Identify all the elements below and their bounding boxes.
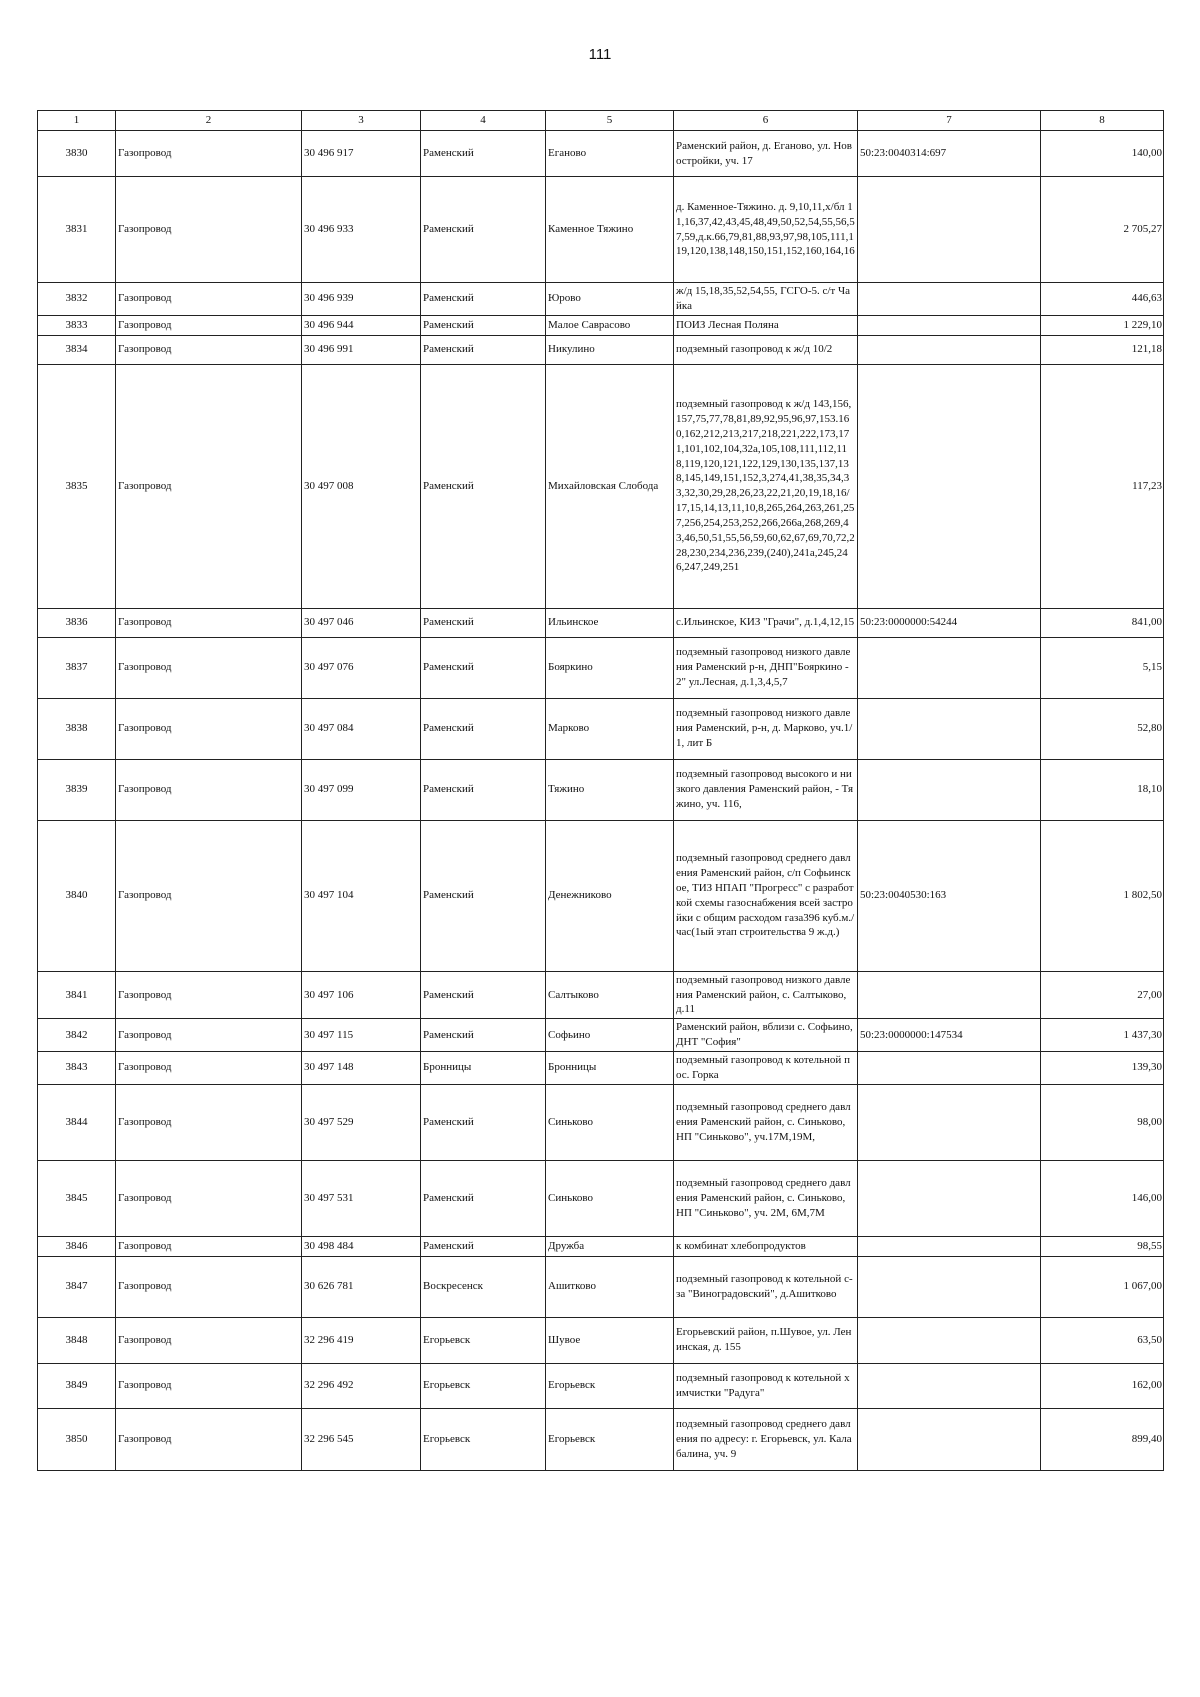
table-row (38, 1256, 1164, 1317)
cell-cadastral-number: 50:23:0040314:697 (858, 131, 1041, 177)
cell-address: Раменский район, д. Еганово, ул. Новостройки, уч. 17 (674, 131, 858, 177)
cell-address: ПОИЗ Лесная Поляна (674, 315, 858, 335)
table-row (38, 1051, 1164, 1084)
table-row (38, 971, 1164, 1019)
cell-municipality: Раменский (421, 698, 546, 759)
table-row (38, 335, 1164, 364)
cell-length: 98,00 (1041, 1084, 1164, 1160)
cell-locality: Денежниково (546, 820, 674, 971)
cell-inventory-number: 32 296 545 (302, 1408, 421, 1470)
cell-address: с.Ильинское, КИЗ "Грачи", д.1,4,12,15 (674, 608, 858, 637)
cell-address: подземный газопровод высокого и низкого давления Раменский район, - Тяжино, уч. 116, (674, 759, 858, 820)
cell-locality: Ильинское (546, 608, 674, 637)
cell-inventory-number: 30 496 917 (302, 131, 421, 177)
header-row (38, 111, 1164, 131)
header-col-3: 3 (302, 111, 421, 131)
cell-row-number: 3844 (38, 1084, 116, 1160)
cell-length: 162,00 (1041, 1363, 1164, 1408)
cell-cadastral-number (858, 698, 1041, 759)
cell-inventory-number: 30 496 933 (302, 177, 421, 283)
cell-municipality: Егорьевск (421, 1363, 546, 1408)
cell-locality: Ашитково (546, 1256, 674, 1317)
cell-cadastral-number: 50:23:0000000:147534 (858, 1019, 1041, 1052)
cell-address: подземный газопровод среднего давления по адресу: г. Егорьевск, ул. Калабалина, уч. 9 (674, 1408, 858, 1470)
cell-inventory-number: 32 296 419 (302, 1317, 421, 1363)
cell-object-name: Газопровод (116, 820, 302, 971)
cell-length: 117,23 (1041, 364, 1164, 608)
cell-address: д. Каменное-Тяжино. д. 9,10,11,х/бл 11,16,37,42,43,45,48,49,50,52,54,55,56,57,59,д.к.66,79,81,88,93,97,98,105,111,119,120,138,148,150,151,152,160,164,16 (674, 177, 858, 283)
cell-length: 63,50 (1041, 1317, 1164, 1363)
cell-address: Раменский район, вблизи с. Софьино, ДНТ "София" (674, 1019, 858, 1052)
cell-municipality: Раменский (421, 971, 546, 1019)
table-row (38, 1084, 1164, 1160)
cell-cadastral-number (858, 1084, 1041, 1160)
cell-length: 121,18 (1041, 335, 1164, 364)
cell-object-name: Газопровод (116, 1160, 302, 1236)
cell-municipality: Раменский (421, 283, 546, 316)
cell-cadastral-number (858, 637, 1041, 698)
cell-municipality: Раменский (421, 177, 546, 283)
table-row (38, 315, 1164, 335)
cell-municipality: Егорьевск (421, 1317, 546, 1363)
cell-locality: Марково (546, 698, 674, 759)
cell-locality: Юрово (546, 283, 674, 316)
cell-length: 139,30 (1041, 1051, 1164, 1084)
cell-locality: Дружба (546, 1236, 674, 1256)
cell-cadastral-number (858, 1408, 1041, 1470)
cell-locality: Еганово (546, 131, 674, 177)
cell-address: подземный газопровод к котельной пос. Горка (674, 1051, 858, 1084)
header-col-8: 8 (1041, 111, 1164, 131)
cell-row-number: 3835 (38, 364, 116, 608)
cell-cadastral-number (858, 364, 1041, 608)
cell-row-number: 3845 (38, 1160, 116, 1236)
cell-object-name: Газопровод (116, 283, 302, 316)
cell-object-name: Газопровод (116, 1236, 302, 1256)
table-row (38, 364, 1164, 608)
cell-object-name: Газопровод (116, 608, 302, 637)
cell-address: к комбинат хлебопродуктов (674, 1236, 858, 1256)
cell-length: 1 067,00 (1041, 1256, 1164, 1317)
cell-address: подземный газопровод низкого давления Раменский р-н, ДНП"Бояркино -2" ул.Лесная, д.1,3,4,5,7 (674, 637, 858, 698)
cell-length: 52,80 (1041, 698, 1164, 759)
cell-length: 1 802,50 (1041, 820, 1164, 971)
cell-municipality: Раменский (421, 1019, 546, 1052)
header-col-1: 1 (38, 111, 116, 131)
cell-address: ж/д 15,18,35,52,54,55, ГСГО-5. с/т Чайка (674, 283, 858, 316)
cell-row-number: 3848 (38, 1317, 116, 1363)
cell-row-number: 3831 (38, 177, 116, 283)
cell-object-name: Газопровод (116, 177, 302, 283)
cell-row-number: 3849 (38, 1363, 116, 1408)
cell-length: 146,00 (1041, 1160, 1164, 1236)
cell-cadastral-number (858, 1236, 1041, 1256)
table-row (38, 283, 1164, 316)
cell-inventory-number: 32 296 492 (302, 1363, 421, 1408)
cell-object-name: Газопровод (116, 1408, 302, 1470)
cell-address: подземный газопровод к ж/д 10/2 (674, 335, 858, 364)
table-row (38, 1236, 1164, 1256)
table-row (38, 1317, 1164, 1363)
cell-locality: Тяжино (546, 759, 674, 820)
cell-address: подземный газопровод к ж/д 143,156,157,75,77,78,81,89,92,95,96,97,153.160,162,212,213,217,218,221,222,173,171,101,102,104,32а,105,108,111,112,118,119,120,121,122,129,130,135,137,138,145,149,151,152,3,274,41,38,35,34,33,32,30,29,28,26,23,22,21,20,19,18,16/17,15,14,13,11,10,8,265,264,263,261,257,256,254,253,252,266,266а,268,269,43,46,50,51,55,56,59,60,62,67,69,70,72,228,230,234,236,239,(240),241а,245,246,247,249,251 (674, 364, 858, 608)
cell-locality: Каменное Тяжино (546, 177, 674, 283)
cell-cadastral-number (858, 971, 1041, 1019)
cell-locality: Егорьевск (546, 1363, 674, 1408)
cell-object-name: Газопровод (116, 1019, 302, 1052)
cell-row-number: 3840 (38, 820, 116, 971)
cell-object-name: Газопровод (116, 637, 302, 698)
table-row (38, 1408, 1164, 1470)
cell-object-name: Газопровод (116, 1084, 302, 1160)
cell-address: подземный газопровод к котельной с-за "Виноградовский", д.Ашитково (674, 1256, 858, 1317)
header-col-6: 6 (674, 111, 858, 131)
cell-inventory-number: 30 497 104 (302, 820, 421, 971)
cell-inventory-number: 30 497 115 (302, 1019, 421, 1052)
cell-municipality: Егорьевск (421, 1408, 546, 1470)
cell-locality: Малое Саврасово (546, 315, 674, 335)
cell-address: подземный газопровод среднего давления Раменский район, с/п Софьинское, ТИЗ НПАП "Прогресс" с разработкой схемы газоснабжения всей застройки с общим расходом газа396 куб.м./час(1ый этап строительства 9 ж.д.) (674, 820, 858, 971)
cell-row-number: 3832 (38, 283, 116, 316)
cell-object-name: Газопровод (116, 335, 302, 364)
cell-row-number: 3830 (38, 131, 116, 177)
table-row (38, 637, 1164, 698)
cell-inventory-number: 30 497 531 (302, 1160, 421, 1236)
cell-row-number: 3846 (38, 1236, 116, 1256)
cell-row-number: 3839 (38, 759, 116, 820)
cell-inventory-number: 30 497 148 (302, 1051, 421, 1084)
table-row (38, 177, 1164, 283)
cell-length: 1 437,30 (1041, 1019, 1164, 1052)
cell-row-number: 3847 (38, 1256, 116, 1317)
table-row (38, 759, 1164, 820)
cell-locality: Бронницы (546, 1051, 674, 1084)
cell-municipality: Раменский (421, 759, 546, 820)
cell-inventory-number: 30 497 046 (302, 608, 421, 637)
cell-row-number: 3841 (38, 971, 116, 1019)
cell-municipality: Раменский (421, 131, 546, 177)
cell-object-name: Газопровод (116, 1051, 302, 1084)
cell-inventory-number: 30 496 939 (302, 283, 421, 316)
cell-inventory-number: 30 496 944 (302, 315, 421, 335)
cell-municipality: Раменский (421, 1160, 546, 1236)
table-row (38, 1019, 1164, 1052)
cell-locality: Синьково (546, 1160, 674, 1236)
cell-length: 899,40 (1041, 1408, 1164, 1470)
table-row (38, 1160, 1164, 1236)
header-col-5: 5 (546, 111, 674, 131)
cell-cadastral-number (858, 315, 1041, 335)
cell-municipality: Раменский (421, 364, 546, 608)
cell-cadastral-number (858, 283, 1041, 316)
cell-address: подземный газопровод среднего давления Раменский район, с. Синьково, НП "Синьково", уч.17М,19М, (674, 1084, 858, 1160)
cell-row-number: 3837 (38, 637, 116, 698)
cell-row-number: 3838 (38, 698, 116, 759)
cell-municipality: Раменский (421, 335, 546, 364)
header-col-7: 7 (858, 111, 1041, 131)
cell-municipality: Раменский (421, 315, 546, 335)
cell-length: 841,00 (1041, 608, 1164, 637)
cell-municipality: Раменский (421, 820, 546, 971)
cell-length: 27,00 (1041, 971, 1164, 1019)
cell-object-name: Газопровод (116, 759, 302, 820)
cell-inventory-number: 30 497 008 (302, 364, 421, 608)
table-row (38, 1363, 1164, 1408)
cell-object-name: Газопровод (116, 1317, 302, 1363)
header-col-2: 2 (116, 111, 302, 131)
table-row (38, 820, 1164, 971)
cell-row-number: 3836 (38, 608, 116, 637)
cell-inventory-number: 30 497 099 (302, 759, 421, 820)
cell-locality: Бояркино (546, 637, 674, 698)
cell-row-number: 3850 (38, 1408, 116, 1470)
cell-object-name: Газопровод (116, 131, 302, 177)
cell-row-number: 3843 (38, 1051, 116, 1084)
cell-cadastral-number (858, 1363, 1041, 1408)
cell-municipality: Раменский (421, 1084, 546, 1160)
cell-address: подземный газопровод к котельной химчистки "Радуга" (674, 1363, 858, 1408)
page-number: 111 (588, 46, 612, 63)
cell-object-name: Газопровод (116, 1256, 302, 1317)
cell-inventory-number: 30 497 084 (302, 698, 421, 759)
cell-length: 98,55 (1041, 1236, 1164, 1256)
cell-cadastral-number (858, 1256, 1041, 1317)
cell-inventory-number: 30 497 076 (302, 637, 421, 698)
cell-municipality: Раменский (421, 637, 546, 698)
cell-object-name: Газопровод (116, 1363, 302, 1408)
cell-inventory-number: 30 498 484 (302, 1236, 421, 1256)
cell-locality: Софьино (546, 1019, 674, 1052)
table-row (38, 698, 1164, 759)
cell-row-number: 3842 (38, 1019, 116, 1052)
table-row (38, 131, 1164, 177)
cell-object-name: Газопровод (116, 971, 302, 1019)
cell-cadastral-number (858, 1051, 1041, 1084)
cell-locality: Салтыково (546, 971, 674, 1019)
cell-municipality: Раменский (421, 608, 546, 637)
cell-inventory-number: 30 497 106 (302, 971, 421, 1019)
cell-address: подземный газопровод среднего давления Раменский район, с. Синьково, НП "Синьково", уч. 2М, 6М,7М (674, 1160, 858, 1236)
cell-municipality: Раменский (421, 1236, 546, 1256)
cell-cadastral-number (858, 335, 1041, 364)
cell-object-name: Газопровод (116, 364, 302, 608)
gas-pipeline-registry-table (37, 110, 1164, 1471)
header-col-4: 4 (421, 111, 546, 131)
cell-cadastral-number: 50:23:0040530:163 (858, 820, 1041, 971)
cell-cadastral-number (858, 177, 1041, 283)
cell-address: Егорьевский район, п.Шувое, ул. Ленинская, д. 155 (674, 1317, 858, 1363)
cell-length: 140,00 (1041, 131, 1164, 177)
cell-inventory-number: 30 626 781 (302, 1256, 421, 1317)
cell-inventory-number: 30 497 529 (302, 1084, 421, 1160)
cell-row-number: 3834 (38, 335, 116, 364)
cell-row-number: 3833 (38, 315, 116, 335)
cell-cadastral-number (858, 759, 1041, 820)
cell-length: 5,15 (1041, 637, 1164, 698)
cell-length: 2 705,27 (1041, 177, 1164, 283)
cell-locality: Михайловская Слобода (546, 364, 674, 608)
cell-cadastral-number (858, 1317, 1041, 1363)
cell-object-name: Газопровод (116, 315, 302, 335)
cell-locality: Никулино (546, 335, 674, 364)
cell-municipality: Бронницы (421, 1051, 546, 1084)
cell-address: подземный газопровод низкого давления Раменский, р-н, д. Марково, уч.1/1, лит Б (674, 698, 858, 759)
cell-object-name: Газопровод (116, 698, 302, 759)
cell-length: 446,63 (1041, 283, 1164, 316)
cell-address: подземный газопровод низкого давления Раменский район, с. Салтыково, д.11 (674, 971, 858, 1019)
cell-inventory-number: 30 496 991 (302, 335, 421, 364)
cell-length: 1 229,10 (1041, 315, 1164, 335)
cell-locality: Шувое (546, 1317, 674, 1363)
cell-locality: Синьково (546, 1084, 674, 1160)
table-row (38, 608, 1164, 637)
cell-cadastral-number: 50:23:0000000:54244 (858, 608, 1041, 637)
cell-cadastral-number (858, 1160, 1041, 1236)
cell-municipality: Воскресенск (421, 1256, 546, 1317)
cell-locality: Егорьевск (546, 1408, 674, 1470)
cell-length: 18,10 (1041, 759, 1164, 820)
